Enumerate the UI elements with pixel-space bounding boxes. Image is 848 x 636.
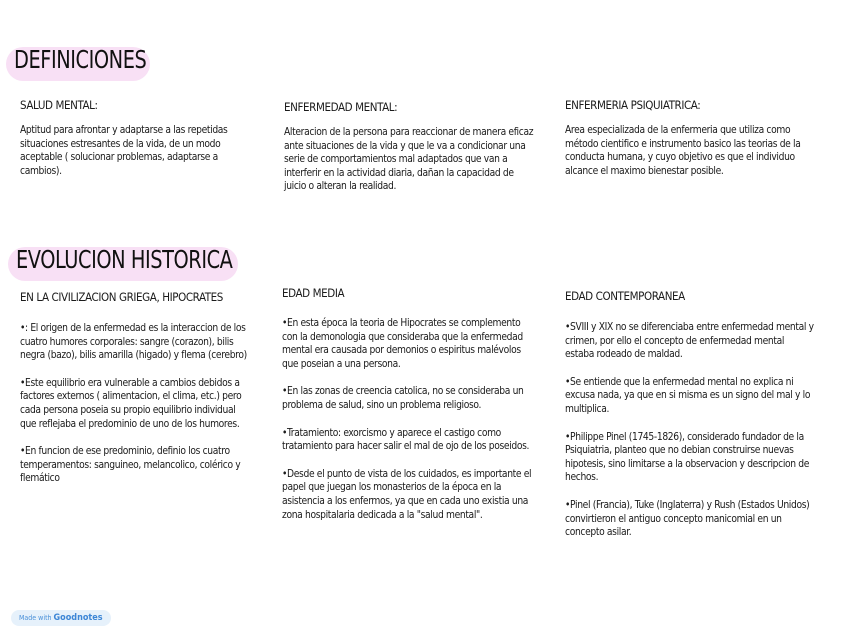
- history-paragraph: •Este equilibrio era vulnerable a cambios debidos a factores externos ( alimentacion, el clima, etc.) pero cada persona poseia su propio equilibrio individual que reflejaba el predominio de uno de los humores.: [20, 377, 242, 430]
- definition-title: SALUD MENTAL:: [20, 98, 98, 112]
- definition-column-enfermedad-mental: [284, 100, 534, 208]
- history-column-grecia: [20, 290, 252, 500]
- definition-text: Aptitud para afrontar y adaptarse a las repetidas situaciones estresantes de la vida, de un modo aceptable ( solucionar problemas, adaptarse a cambios).: [20, 125, 228, 177]
- history-paragraph: •Philippe Pinel (1745-1826), considerado fundador de la Psiquiatria, planteo que no debian construirse nuevas hipotesis, sino limitarse a la observacion y descripcion de hechos.: [565, 431, 810, 484]
- history-title: EDAD CONTEMPORANEA: [565, 289, 685, 303]
- history-column-edad-media: [282, 286, 532, 536]
- definition-column-salud-mental: [20, 98, 252, 192]
- history-paragraph: •En esta época la teoria de Hipocrates se complemento con la demonologia que consideraba que la enfermedad mental era causada por demonios o espiritus malévolos que poseian a una persona.: [282, 318, 523, 370]
- goodnotes-watermark: [11, 610, 111, 626]
- history-paragraph: •Pinel (Francia), Tuke (Inglaterra) y Rush (Estados Unidos) convirtieron el antiguo concepto manicomial en un concepto asilar.: [565, 499, 810, 539]
- goodnotes-brand: Goodnotes: [53, 613, 103, 623]
- definition-title: ENFERMERIA PSIQUIATRICA:: [565, 98, 701, 112]
- history-title: EN LA CIVILIZACION GRIEGA, HIPOCRATES: [20, 290, 223, 304]
- history-paragraph: •En funcion de ese predominio, definio los cuatro temperamentos: sanguineo, melancolico, colérico y flemático: [20, 446, 241, 485]
- made-with-label: Made with: [19, 614, 52, 622]
- section-heading-evolucion: EVOLUCION HISTORICA: [16, 245, 233, 274]
- definition-text: Alteracion de la persona para reaccionar de manera eficaz ante situaciones de la vida y que le va a condicionar una serie de comportamientos mal adaptados que van a interferir en la actividad diaria, dañan la capacidad de juicio o alteran la realidad.: [284, 127, 534, 193]
- history-paragraph: •: El origen de la enfermedad es la interaccion de los cuatro humores corporales: sangre (corazon), bilis negra (bazo), bilis amarilla (higado) y flema (cerebro): [20, 323, 247, 362]
- history-paragraph: •Desde el punto de vista de los cuidados, es importante el papel que juegan los monasterios de la época en la asistencia a los enfermos, ya que en cada uno existia una zona hospitalaria dedicada a la "salud mental".: [282, 468, 532, 521]
- definition-text: Area especializada de la enfermeria que utiliza como método cientifico e instrumento basico las teorias de la conducta humana, y cuyo objetivo es que el individuo alcance el maximo bienestar posible.: [565, 125, 801, 177]
- history-paragraph: •Tratamiento: exorcismo y aparece el castigo como tratamiento para hacer salir el mal de ojo de los poseidos.: [282, 427, 530, 453]
- history-column-edad-contemporanea: [565, 289, 815, 554]
- definition-column-enfermeria-psiquiatrica: [565, 98, 815, 192]
- history-paragraph: •SVIII y XIX no se diferenciaba entre enfermedad mental y crimen, por ello el concepto de enfermedad mental estaba rodeado de maldad.: [565, 322, 814, 361]
- history-paragraph: •En las zonas de creencia catolica, no se consideraba un problema de salud, sino un problema religioso.: [282, 386, 524, 411]
- history-paragraph: •Se entiende que la enfermedad mental no explica ni excusa nada, ya que en si misma es un signo del mal y lo multiplica.: [565, 376, 811, 415]
- section-heading-definiciones: DEFINICIONES: [14, 45, 147, 74]
- definition-title: ENFERMEDAD MENTAL:: [284, 100, 398, 114]
- history-title: EDAD MEDIA: [282, 286, 345, 300]
